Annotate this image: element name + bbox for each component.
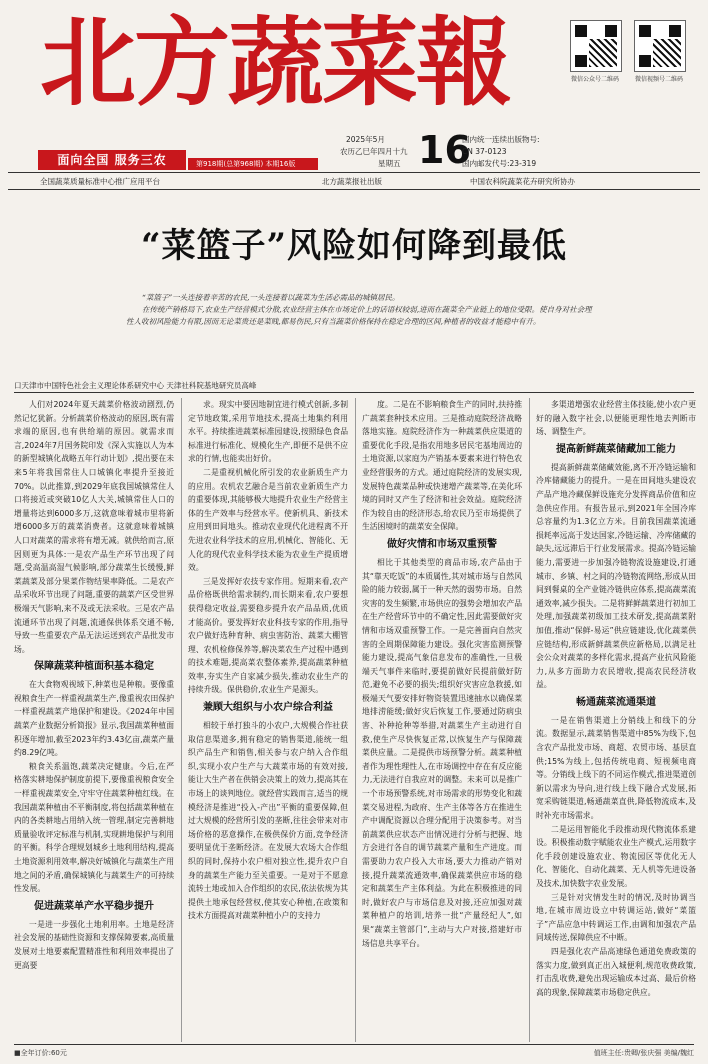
footer [14, 1048, 694, 1058]
article-column [362, 398, 522, 1042]
lead-paragraph [126, 292, 594, 352]
publish-date: 2025年5月 [346, 135, 385, 144]
column-rule [181, 398, 182, 1042]
qr-code-icon [634, 20, 686, 72]
article-column [14, 398, 174, 1042]
body-paragraph: 人们对2024年夏天蔬菜价格波动剧烈,仍然记忆犹新。分析蔬菜价格波动的原因,既有需求端的原因,也有供给端的原因。就需求而言,2024年7月国务院印发《深入实施以人为本的新型城镇化战略五年行动计划》,提出要在未来5年将我国常住人口城镇化率提升至接近70%。以此推算,到2029年底我国城镇常住人口将接近或突破10亿人大关,城镇常住人口的增量将达到6000多万,这就意味着城市里将新增6000多万的蔬菜消费者。这就意味着城镇人口对蔬菜的需求将有增无减。就供给而言,原因则更为具体:一是农产品生产环节出现了问题,受高温高湿气候影响,部分蔬菜生长缓慢,鲜菜蔬菜及部分果菜作物结果率降低。二是农产品采收环节出现了问题,重要的蔬菜产区受世界极端天气影响,来不及或无法采收。三是农产品流通环节出现了问题,流通保供体系交通不畅,导致一些重要农产品无法运送到农产品批发市场。 [14, 400, 174, 654]
section-heading: 兼顾大组织与小农户综合利益 [203, 702, 333, 714]
qr-code-icon [570, 20, 622, 72]
body-paragraph: 粮食关系温饱,蔬菜决定健康。今后,在严格落实耕地保护制度前提下,要像重视粮食安全一样重视蔬菜安全,守牢守住蔬菜种植红线。在我国蔬菜种植由不平衡制度,将包括蔬菜种植在内的各类耕地占用纳入统一管理,制定完善耕地质量验收评定标准与机制,实现耕地保护与利用的平衡。科学合理规划城乡土地利用结构,提高土地资源利用效率,解决好城镇化与蔬菜生产用地之间的矛盾,确保城镇化与蔬菜生产的可持续性发展。 [14, 761, 174, 894]
publication-id-label: 国内统一连续出版物号: [462, 135, 540, 144]
section-heading: 做好灾情和市场双重预警 [387, 538, 497, 550]
body-paragraph: 二是重视机械化所引发的农业新质生产力的应用。农机农艺融合是当前农业新质生产力的重要体现,其能够极大地提升农业生产经营主体的生产效率与经营水平。使新机具、新技术应用到田间地头。推动农业现代化进程离不开先进农业科学技术的应用,机械化、智能化、无人化的现代农业科学技术能为农业生产提质增效。 [188, 467, 348, 573]
body-paragraph: 三是针对灾情发生时的情况,及时协调当地,在城市周边设立中转调运站,做好“菜篮子”产品应急中转调运工作,由调和加强农产品同域传送,保障供应不中断。 [536, 892, 696, 943]
section-heading: 提高新鲜蔬菜储藏加工能力 [556, 443, 676, 455]
org-line: 中国农科院蔬菜花卉研究所协办 [470, 177, 575, 186]
weekday: 星期五 [378, 159, 401, 168]
body-paragraph: 四是强化农产品高速绿色通道免费政策的落实力度,做到真正出入城便利,规范收费政策,打击乱收费,避免出现运输成本过高、最后价格高的现象,保障蔬菜市场稳定供应。 [536, 946, 696, 997]
lead-line: “菜篮子”一头连接着辛苦的农民,一头连接着以蔬菜为生活必需品的城镇居民。 [142, 293, 400, 302]
body-paragraph: 相较于单打独斗的小农户,大规模合作社获取信息渠道多,拥有稳定的销售渠道,能统一组织产品生产和销售,相关参与农户纳入合作组织,实现小农户生产与大蔬菜市场的有效对接,能让大生产者在供销会决策上的效力,提高其在市场上的谈判地位。就经营实践而言,适当的规模经济是推进“投入-产出”平衡的重要保障,但过大规模的经营所引发的垄断,往往会带来对市场价格的恶意操作,在极供保价方面,竞争经济要明显优于垄断经济。在发展大农场大合作组织的同时,保持小农户相对独立性,提升农户自身的蔬菜生产能力至关重要。一是对于不愿意流转土地或加入合作组织的农民,依法依规为其提供土地承包经营权,使其安心种植,在政策和技术方面提高对蔬菜种植小户的支持力 [188, 721, 348, 921]
section-heading: 保障蔬菜种植面积基本稳定 [34, 661, 154, 673]
org-line: 全国蔬菜质量标准中心推广应用平台 [40, 177, 160, 186]
article-column [536, 398, 696, 1042]
body-paragraph: 二是运用智能化手段推动现代物流体系建设。积极推动数字赋能农业生产模式,运用数字化手段创建设施农业、物流园区等优化无人化、智能化、自动化蔬菜、无人机等先进设备及技术,加快数字农业发展。 [536, 824, 696, 888]
divider [14, 392, 694, 393]
body-paragraph: 一是进一步强化土地利用率。土地是经济社会发展的基础性资源和支撑保障要素,高质量发展对土地要素配置精准性和利用效率提出了更高要 [14, 919, 174, 970]
author-byline: 口天津市中国特色社会主义理论体系研究中心 天津社科院基地研究员高峰 [14, 381, 257, 390]
lunar-date: 农历乙巳年四月十九 [340, 147, 408, 156]
org-line: 北方蔬菜报社出版 [322, 177, 382, 186]
section-heading: 畅通蔬菜流通渠道 [576, 696, 656, 708]
section-heading: 促进蔬菜单产水平稳步提升 [34, 900, 154, 912]
page-number: 16 [418, 128, 471, 172]
column-rule [355, 398, 356, 1042]
headline: “菜篮子”风险如何降到最低 [140, 226, 568, 266]
annual-price: ■全年订价:60元 [14, 1049, 67, 1057]
body-paragraph: 求。现实中要因地制宜进行模式创新,多制定节地政策,采用节地技术,提高土地集约利用水平。持续推进蔬菜标准园建设,按照绿色食品标准进行标准化、规模化生产,即便不是供不应求的行情,也能卖出好价。 [188, 400, 348, 464]
body-paragraph: 一是在销售渠道上分销线上和线下的分流。数据显示,蔬菜销售渠道中85%为线下,包含农产品批发市场、商超、农贸市场、基层直供;15%为线上,包括传统电商、短视频电商等。分销线上线下的不同运作模式,推进渠道创新以需求为导向,进行线上线下融合式发展,拓宽采购链渠道,畅通蔬菜直供,降低物流成本,及时补充市场需求。 [536, 715, 696, 821]
issue-number: 第918期(总第968期) 本期16版 [188, 158, 318, 170]
divider [14, 1044, 694, 1045]
body-paragraph: 提高新鲜蔬菜储藏效能,离不开冷链运输和冷库储藏能力的提升。一是在田间地头建设农产品产地冷藏保鲜设施充分发挥商品价值和应急供应作用。有报告显示,到2021年全国冷库总容量约为1.3亿立方米。目前我国蔬菜流通损耗率远高于发达国家,冷链运输、冷库储藏的缺失,远远滞后于行业发展需求。提高冷链运输能力,需要进一步加强冷链物流设施建设,打通城市、乡镇、村之间的冷链物流网络,形成从田间到餐桌的全产业链冷链供应体系,提高蔬菜流通效率,减少损失。二是将鲜鲜蔬菜进行初加工处理,加强蔬菜初级加工技术研发,提高蔬菜附加值,推动“保鲜-易运”供应链建设,优化蔬菜供应链结构,形成新鲜蔬菜供应新格局,以满足社会公众对蔬菜的多样化需求,提高产业抗风险能力,从多方面助力农民增收,提高农民经济收益。 [536, 462, 696, 690]
editor-credits: 值班主任:贵卿/张庆强 美编/魏红 [593, 1049, 694, 1057]
divider [8, 172, 700, 173]
body-paragraph: 多渠道增强农业经营主体技能,使小农户更好的融入数字社会,以便能更理性地去判断市场、调整生产。 [536, 400, 696, 437]
masthead-title: 北方蔬菜報 [40, 6, 510, 119]
column-rule [529, 398, 530, 1042]
body-paragraph: 度。二是在不影响粮食生产的同时,扶持推广蔬菜套种技术应用。三是推动庭院经济战略落地实施。庭院经济作为一种蔬菜供应渠道的重要优化手段,是指农用地多居民宅基地周边的土地资源,以家庭为产销基本要素来进行特色农业经营服务的方式。通过庭院经济的发展实现,发展特色蔬菜品种或快速增产蔬菜等,在美化环境的同时又产生了经济和社会效益。庭院经济作为较自由的经济形态,给农民乃至市场提供了生活困境时的蔬菜安全保障。 [362, 400, 522, 532]
lead-line: 在传统产销格局下,农业生产经营模式分散,农业经营主体在市场定价上的话语权较弱,进而在蔬菜全产业链上的地位受限。使自身对社会理性人收初风险能力有限,因而无论菜贵还是菜贱,都易伤民,只有当蔬菜价格保持在稳定合理的区间,种植者的收益才能稳中有升。 [126, 305, 592, 326]
qr-caption: 微信视频号二维码 [634, 76, 683, 83]
qr-caption: 微信公众号二维码 [570, 76, 619, 83]
body-paragraph: 相比于其他类型的商品市场,农产品由于其“靠天吃饭”的本质属性,其对城市场与自然风险的能力较弱,属于一种天然的弱势市场。自然灾害的发生频繁,市场供应的强势会增加农产品在生产经营环节中的不确定性,因此需要做好灾情和市场双重预警工作。一是完善面向自然灾害的全周期保障能力建设。强化灾害监测预警能力建设,提高气象信息发布的准确性,一旦极端天气事件来临时,要提前做好民提前做好防范,避免不必要的损失;组织好灾害应急救援,如极端天气要安排好物资装置迅速抽水以确保菜地排涝能缓;做好灾后恢复工作,要通过防病虫害、补种抢种等举措,对蔬菜生产主动进行自救,使生产尽快恢复正常,以恢复生产与保障蔬菜供应量。二是提供市场预警分析。蔬菜种植者作为理性理性人,在市场调控中存在有反应能力,无法进行自我应对的调整。未来可以是推广一个市场预警系统,对市场需求的形势变化和蔬菜交易进程,为政府、生产主体等各方在推进生产中调配资源以合理分配用于决策参考。对当前蔬菜供应状态产出情况进行分析与把握、地方会进行各自的调节蔬菜产量和生产进度。而需要助力农户投入大市场,要大力推动产销对接,提升蔬菜流通效率,确保蔬菜供应市场的稳定和蔬菜生产主体利益。为此在积极推进的同时,做好农户与市场信息及对接,还应加强对蔬菜种植户的培训,培养一批“产量经纪人”,如果“蔬菜主管部门”,主动与大户对接,搭建好市场信息共享平台。 [362, 557, 522, 948]
divider [8, 189, 700, 190]
postal-code: 国内邮发代号:23-319 [462, 159, 537, 168]
body-paragraph: 三是发挥好农技专家作用。短期来看,农产品价格既供给需求制约,而长期来看,农户要想获得稳定收益,需要稳步提升农产品品质,优质才能高价。要发挥好农业科技专家的作用,指导农户做好选种育种、病虫害防治、蔬菜大棚管理、农机检修保养等,解决菜农生产过程中遇到的技术难题,提高菜农整体素养,提高蔬菜种植效率,夯实生产自家减少损失,推动农业生产的持续升级。保供稳价,农业生产是源头。 [188, 576, 348, 695]
body-paragraph: 在大食物观视域下,种菜也是种粮。要像重视粮食生产一样重视蔬菜生产,像重视农田保护一样重视蔬菜产地保护和建设。《2024年中国蔬菜产业数据分析简报》显示,我国蔬菜种植面积逐年增加,截至2023年约3.43亿亩,蔬菜产量约8.29亿吨。 [14, 680, 174, 758]
article-column [188, 398, 348, 1042]
slogan-banner: 面向全国 服务三农 [38, 150, 186, 170]
publication-cn: CN 37-0123 [462, 147, 507, 156]
